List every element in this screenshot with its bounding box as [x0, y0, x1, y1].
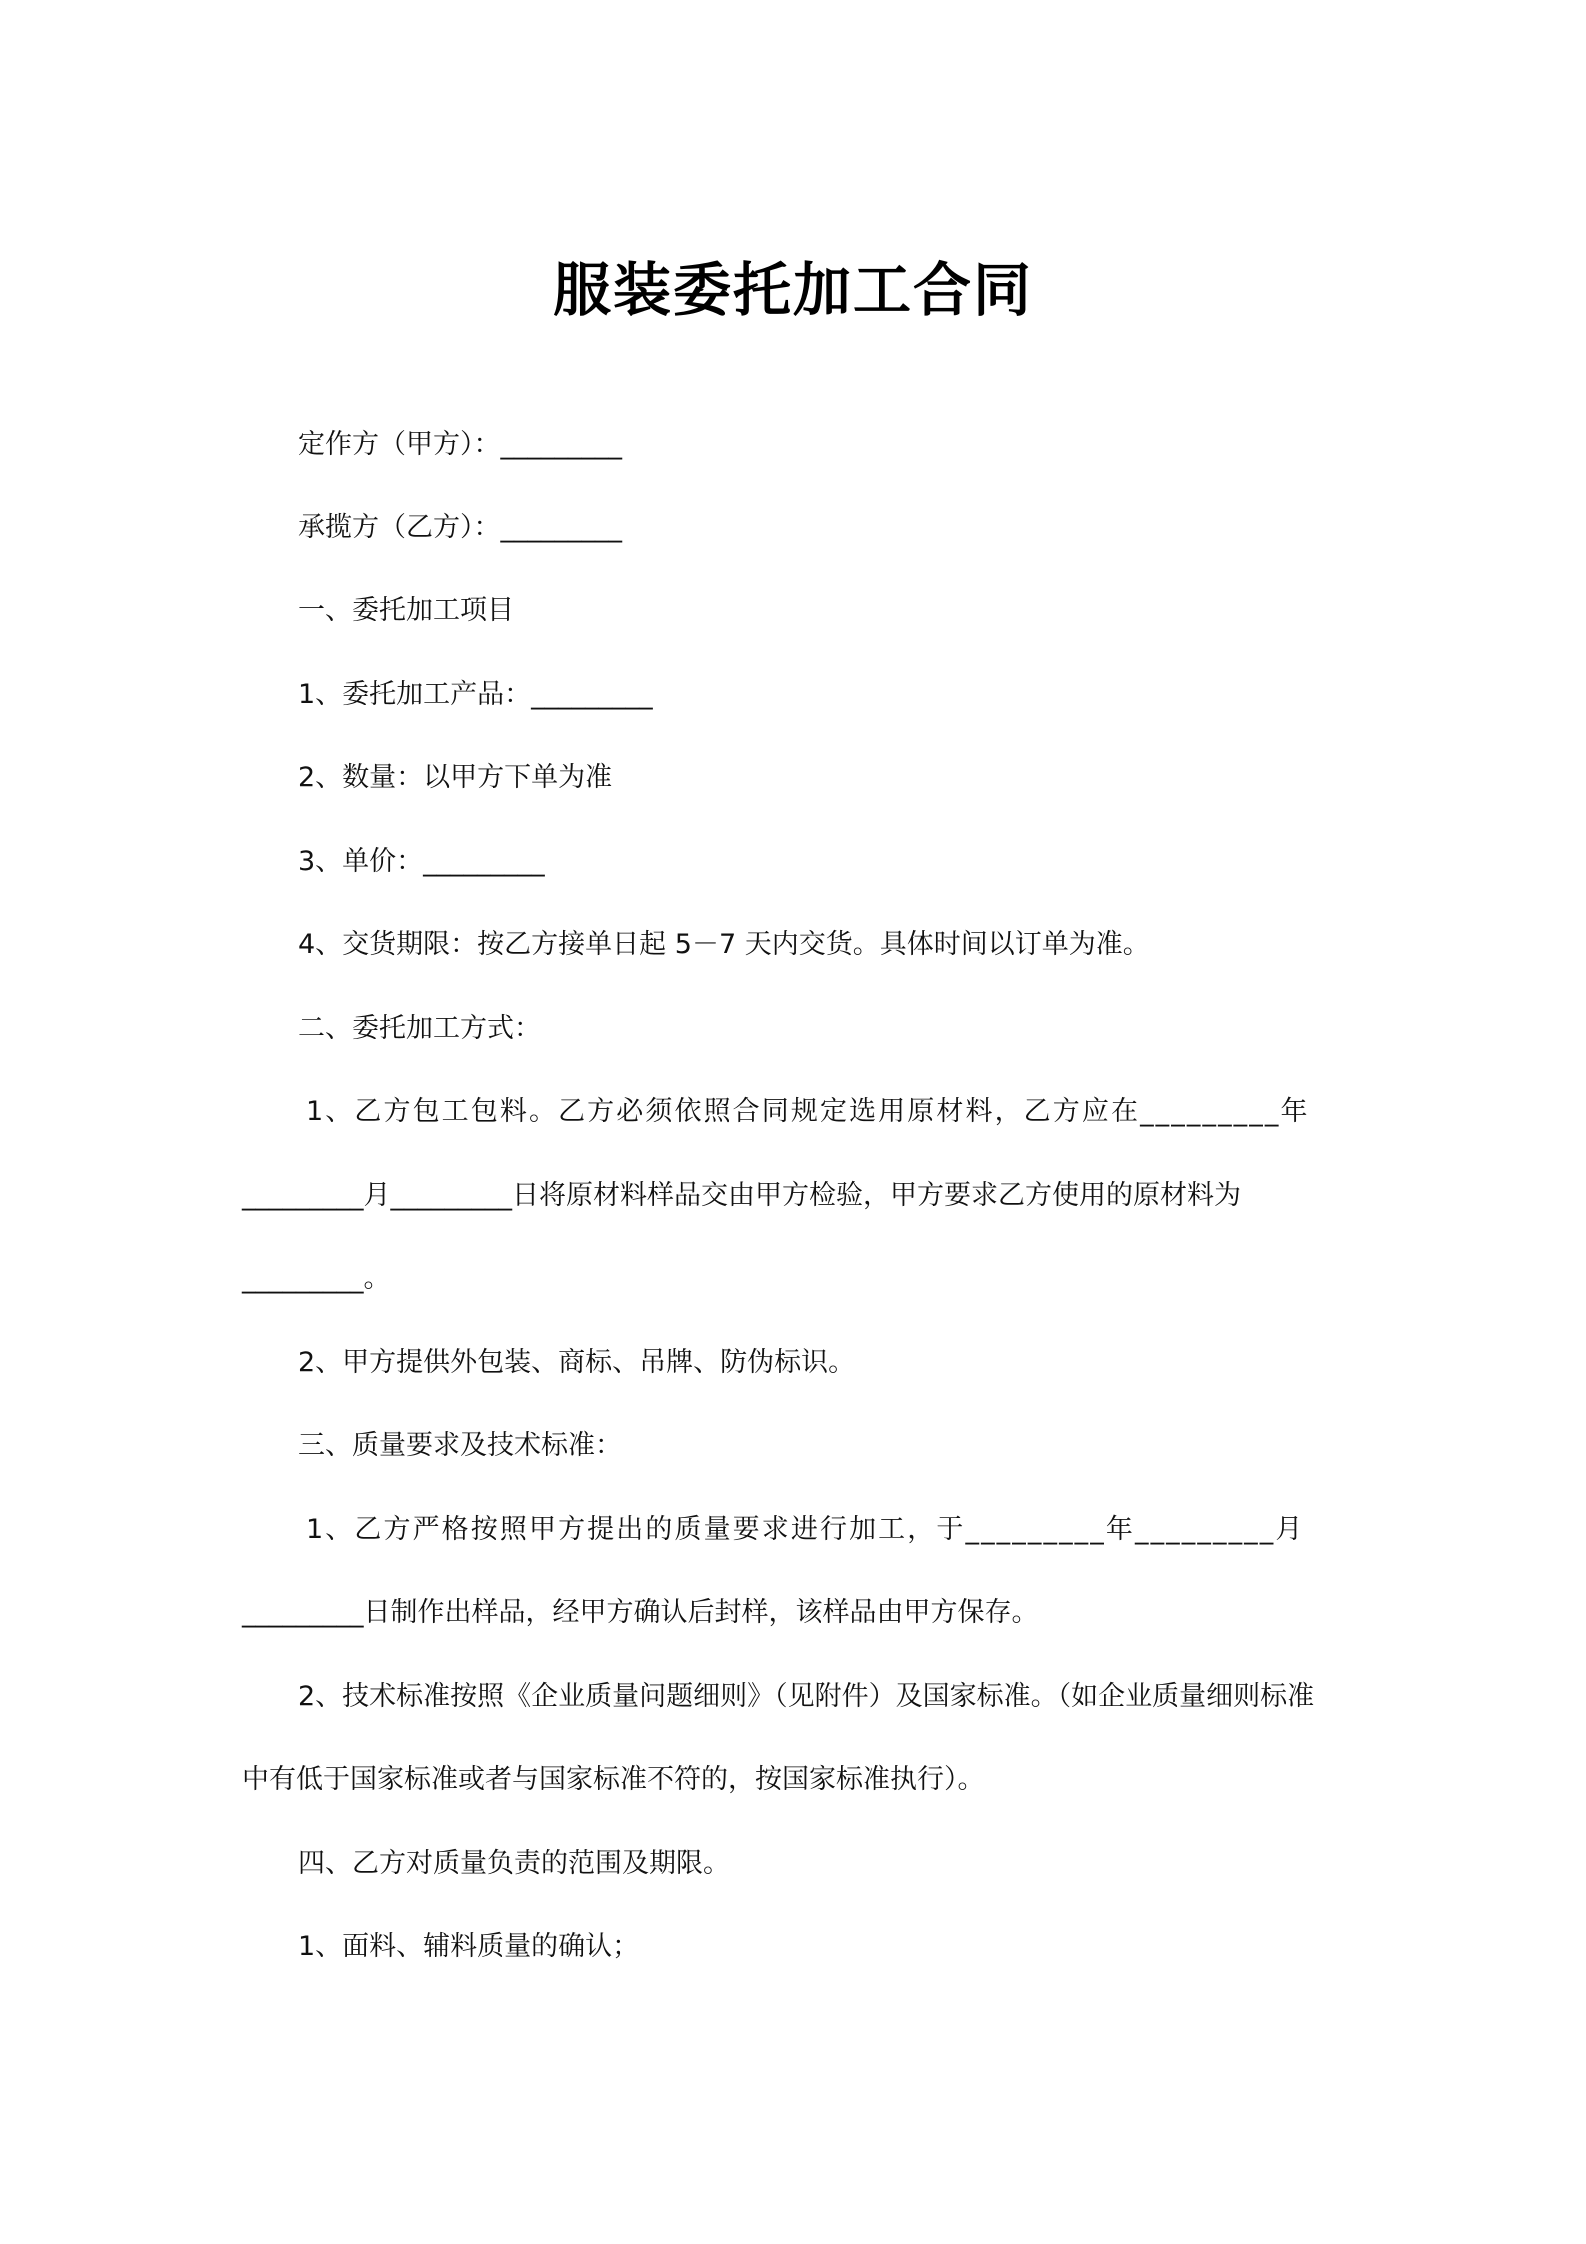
clause-3-2-line-1: 2、技术标准按照《企业质量问题细则》（见附件）及国家标准。（如企业质量细则标准 [298, 1681, 1315, 1712]
section-heading-4: 四、乙方对质量负责的范围及期限。 [298, 1848, 730, 1879]
clause-2-1-line-3: _________。 [242, 1263, 391, 1294]
clause-1-2: 2、数量：以甲方下单为准 [298, 762, 613, 793]
party-b-line: 承揽方（乙方）：_________ [298, 512, 622, 543]
clause-3-1-line-1: 1、乙方严格按照甲方提出的质量要求进行加工，于_________年_________月 [306, 1514, 1305, 1545]
page-title: 服装委托加工合同 [552, 256, 1033, 324]
clause-3-1-line-2: _________日制作出样品，经甲方确认后封样，该样品由甲方保存。 [242, 1597, 1039, 1628]
clause-4-1: 1、面料、辅料质量的确认； [298, 1931, 640, 1962]
clause-2-2: 2、甲方提供外包装、商标、吊牌、防伪标识。 [298, 1347, 856, 1378]
clause-2-1-line-2: _________月_________日将原材料样品交由甲方检验，甲方要求乙方使用的原材料为 [242, 1180, 1241, 1211]
section-heading-1: 一、委托加工项目 [298, 595, 514, 626]
section-heading-3: 三、质量要求及技术标准： [298, 1430, 622, 1461]
party-a-line: 定作方（甲方）：_________ [298, 429, 622, 460]
clause-2-1-line-1: 1、乙方包工包料。乙方必须依照合同规定选用原材料，乙方应在_________年 [306, 1096, 1310, 1127]
clause-1-4: 4、交货期限：按乙方接单日起 5－7 天内交货。具体时间以订单为准。 [298, 929, 1150, 960]
clause-3-2-line-2: 中有低于国家标准或者与国家标准不符的，按国家标准执行）。 [242, 1764, 985, 1795]
section-heading-2: 二、委托加工方式： [298, 1013, 541, 1044]
clause-1-1: 1、委托加工产品：_________ [298, 679, 653, 710]
clause-1-3: 3、单价：_________ [298, 846, 545, 877]
